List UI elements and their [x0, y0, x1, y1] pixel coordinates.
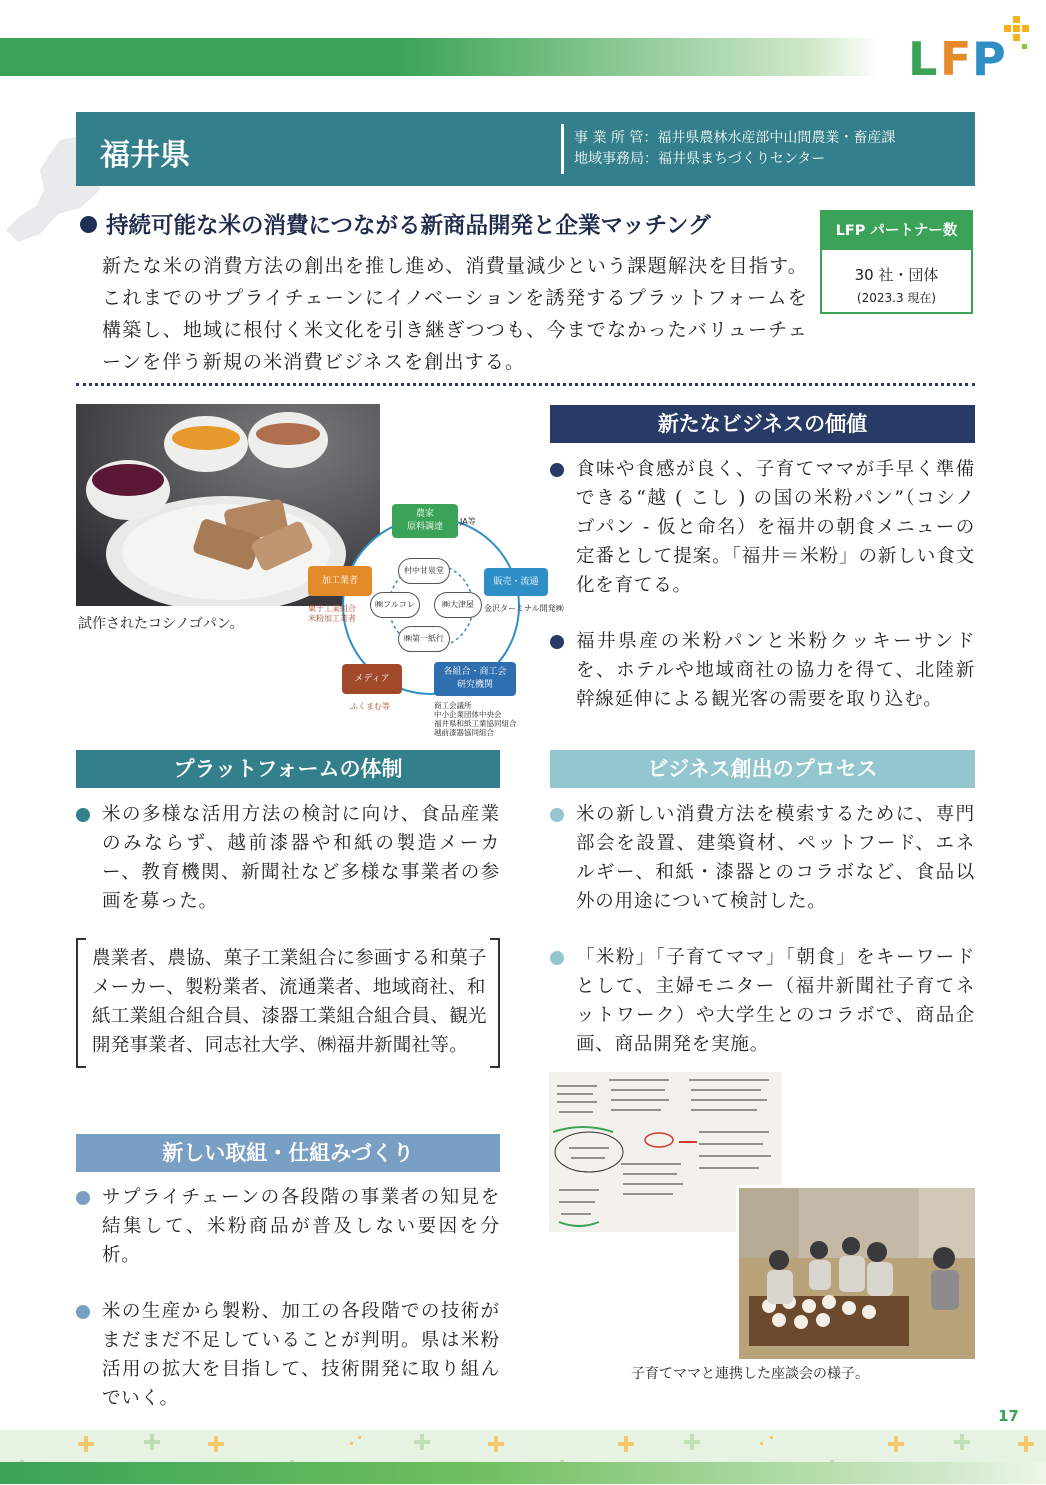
- prefecture-offices: [574, 128, 895, 170]
- prefecture-header: [76, 112, 975, 186]
- node-assoc-label: 各組合・商工会: [443, 667, 507, 677]
- node-media: メディア: [342, 664, 402, 694]
- section-value-title: 新たなビジネスの価値: [550, 405, 975, 443]
- headline-text: 持続可能な米の消費につながる新商品開発と企業マッチング: [106, 213, 711, 239]
- list-item: [76, 800, 500, 916]
- list-item: [550, 455, 975, 600]
- list-item-text: 食味や食感が良く、子育てママが手早く準備できる“越 ( こし ) の国の米粉パン”（コシノゴパン - 仮と命名）を福井の朝食メニューの定番として提案。「福井＝米粉」の新しい食文化を育てる。: [576, 459, 975, 596]
- section-process-list: [550, 800, 975, 1059]
- office-line: 事 業 所 管：福井県農林水産部中山間農業・畜産課: [574, 130, 896, 146]
- section-process-title: ビジネス創出のプロセス: [550, 750, 975, 788]
- members-box: [76, 938, 500, 1068]
- node-sales-note: 金沢ターミナル開発㈱: [484, 604, 564, 613]
- inner-node: ㈱フルコレ: [370, 592, 420, 618]
- section-value-list: [550, 455, 975, 714]
- node-processor-note: [308, 604, 356, 624]
- logo-letter-p: P: [972, 32, 1006, 86]
- header-band: [0, 38, 880, 76]
- section-new-title: 新しい取組・仕組みづくり: [76, 1134, 500, 1172]
- node-sales: 販売・流通: [484, 568, 548, 596]
- partner-label: LFP パートナー数: [822, 212, 971, 250]
- footer-bar: [0, 1462, 1046, 1484]
- list-item-text: 福井県産の米粉パンと米粉クッキーサンドを、ホテルや地域商社の協力を得て、北陸新幹線延伸による観光客の需要を取り込む。: [576, 631, 975, 710]
- bullet-icon: [76, 1191, 90, 1205]
- node-assoc-sub: 研究機関: [456, 680, 493, 690]
- list-item-text: 米の生産から製粉、加工の各段階での技術がまだまだ不足していることが判明。県は米粉活用の拡大を目指して、技術開発に取り組んでいく。: [102, 1301, 500, 1409]
- assoc-note: 越前漆器協同組合: [434, 728, 494, 737]
- bullet-icon: [550, 463, 564, 477]
- list-item: [550, 627, 975, 714]
- logo-letter-l: L: [908, 32, 938, 86]
- list-item-text: 「米粉」「子育てママ」「朝食」をキーワードとして、主婦モニター（福井新聞社子育てネットワーク）や大学生とのコラボで、商品企画、商品開発を実施。: [576, 947, 975, 1055]
- list-item-text: 米の新しい消費方法を模索するために、専門部会を設置、建築資材、ペットフード、エネルギー、和紙・漆器とのコラボなど、食品以外の用途について検討した。: [576, 804, 975, 912]
- processor-note-1: 菓子工業組合: [308, 604, 356, 613]
- bread-photo-caption: 試作されたコシノゴパン。: [78, 616, 244, 632]
- lfp-logo: [908, 14, 1036, 86]
- plus-icon: [1000, 14, 1036, 58]
- list-item: [76, 1183, 500, 1270]
- list-item: [76, 1297, 500, 1413]
- bullet-icon: [550, 951, 564, 965]
- lead-paragraph: 新たな米の消費方法の創出を推し進め、消費量減少という課題解決を目指す。これまでのサプライチェーンにイノベーションを誘発するプラットフォームを構築し、地域に根付く米文化を引き継ぎつつも、今までなかったバリューチェーンを伴う新規の米消費ビジネスを創出する。: [102, 255, 808, 373]
- bullet-icon: [76, 808, 90, 822]
- list-item-text: サプライチェーンの各段階の事業者の知見を結集して、米粉商品が普及しない要因を分析。: [102, 1187, 500, 1266]
- node-assoc-notes: [434, 701, 517, 737]
- page-headline: [80, 208, 711, 240]
- members-text: 農業者、農協、菓子工業組合に参画する和菓子メーカー、製粉業者、流通業者、地域商社、和紙工業組合組合員、漆器工業組合組合員、観光開発事業者、同志社大学、㈱福井新聞社等。: [92, 948, 487, 1056]
- list-item-text: 米の多様な活用方法の検討に向け、食品産業のみならず、越前漆器や和紙の製造メーカー、教育機関、新聞社など多様な事業者の参画を募った。: [102, 804, 500, 912]
- section-platform-list: [76, 800, 500, 916]
- partner-date: (2023.3 現在): [856, 291, 937, 305]
- node-processor: 加工業者: [308, 566, 372, 596]
- bracket-right: [490, 938, 500, 1068]
- node-farmer-sub: 原料調達: [406, 522, 443, 532]
- prefecture-name: 福井県: [100, 138, 190, 173]
- node-farmer-label: 農家: [415, 509, 434, 519]
- section-platform-title: プラットフォームの体制: [76, 750, 500, 788]
- node-assoc: [434, 662, 516, 696]
- partner-count-box: [820, 210, 973, 314]
- dotted-divider: [76, 383, 975, 386]
- list-item: [550, 800, 975, 916]
- assoc-note: 福井県和紙工業協同組合: [434, 719, 517, 728]
- page-number: 17: [998, 1407, 1019, 1425]
- logo-letter-f: F: [940, 32, 972, 86]
- bullet-icon: [550, 635, 564, 649]
- node-media-note: ふくまむ等: [350, 702, 390, 711]
- meeting-photo: [736, 1185, 975, 1359]
- assoc-note: 中小企業団体中央会: [434, 710, 502, 719]
- divider: [561, 124, 564, 174]
- node-farmer-note: JA等: [460, 517, 476, 526]
- list-item: [550, 943, 975, 1059]
- regional-office-line: 地域事務局：福井県まちづくりセンター: [574, 151, 826, 167]
- partnership-diagram: [300, 496, 562, 744]
- meeting-photo-caption: 子育てママと連携した座談会の様子。: [631, 1366, 869, 1382]
- processor-note-2: 米粉加工業者: [308, 614, 356, 623]
- bracket-left: [76, 938, 86, 1068]
- inner-node: 村中甘泉堂: [398, 558, 450, 584]
- bullet-dot-icon: [80, 216, 97, 233]
- section-new-list: [76, 1183, 500, 1413]
- assoc-note: 商工会議所: [434, 701, 472, 710]
- node-farmer: [392, 504, 458, 538]
- inner-node: ㈱大津屋: [434, 592, 482, 618]
- bullet-icon: [76, 1305, 90, 1319]
- bullet-icon: [550, 808, 564, 822]
- inner-node: ㈱第一紙行: [398, 626, 450, 652]
- partner-count: 30 社・団体: [854, 266, 939, 284]
